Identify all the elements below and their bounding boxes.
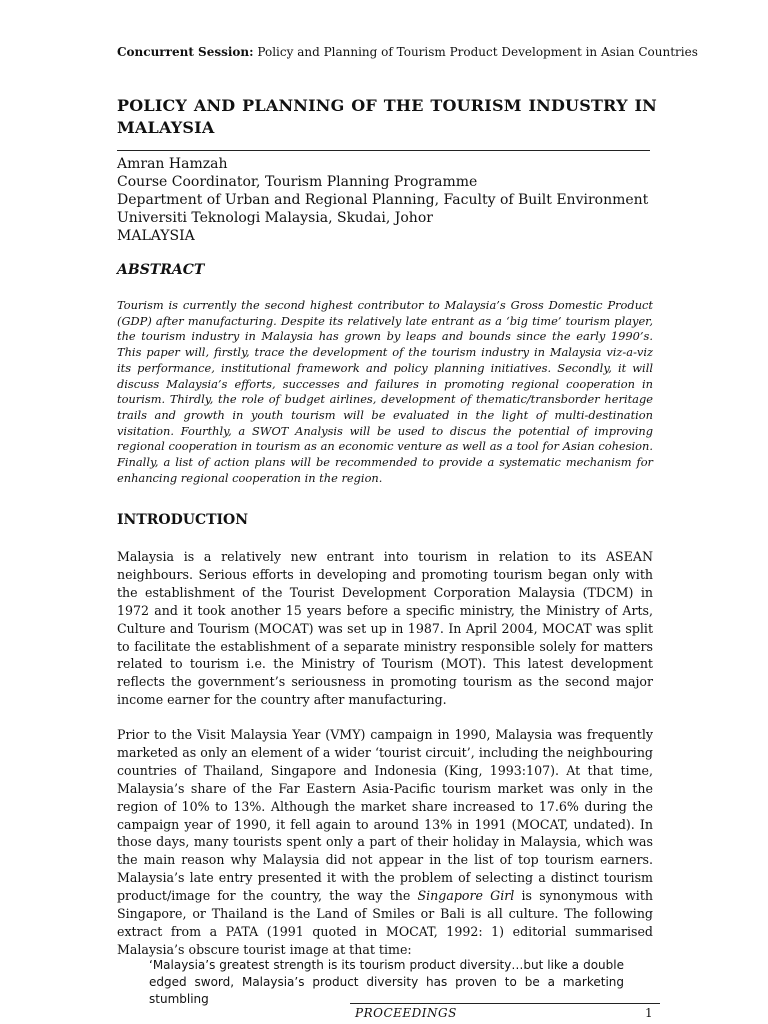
introduction-paragraph-1: Malaysia is a relatively new entrant into tourism in relation to its ASEAN neighbours. Serious efforts in developing and promoting tourism began only with the establishment of the Tourist Development Corporation Malaysia (TDCM) in 1972 and it took another 15 years before a specific ministry, the Ministry of Arts, Culture and Tourism (MOCAT) was set up in 1987. In April 2004, MOCAT was split to facilitate the establishment of a separate ministry responsible solely for matters related to tourism i.e. the Ministry of Tourism (MOT). This latest development reflects the government’s seriousness in promoting tourism as the second major income earner for the country after manufacturing.	[117, 549, 653, 708]
abstract-heading: ABSTRACT	[117, 262, 205, 278]
abstract-text: Tourism is currently the second highest contributor to Malaysia’s Gross Domestic Product (GDP) after manufacturing. Despite its relatively late entrant as a ‘big time’ tourism player, the tourism industry in Malaysia has grown by leaps and bounds since the early 1990’s. This paper will, firstly, trace the development of the tourism industry in Malaysia viz-a-viz its performance, institutional framework and policy planning initiatives. Secondly, it will discuss Malaysia’s efforts, successes and failures in promoting regional cooperation in tourism. Thirdly, the role of budget airlines, development of thematic/transborder heritage trails and growth in youth tourism will be evaluated in the light of multi-destination visitation. Fourthly, a SWOT Analysis will be used to discus the potential of improving regional cooperation in tourism as an economic venture as well as a tool for Asian cohesion. Finally, a list of action plans will be recommended to provide a systematic mechanism for enhancing regional cooperation in the region.	[117, 298, 653, 485]
paragraph-2-text-a: Prior to the Visit Malaysia Year (VMY) campaign in 1990, Malaysia was frequently marketed as only an element of a wider ‘tourist circuit’, including the neighbouring countries of Thailand, Singapore and Indonesia (King, 1993:107). At that time, Malaysia’s share of the Far Eastern Asia-Pacific tourism market was only in the region of 10% to 13%. Although the market share increased to 17.6% during the campaign year of 1990, it fell again to around 13% in 1991 (MOCAT, undated). In those days, many tourists spent only a part of their holiday in Malaysia, which was the main reason why Malaysia did not appear in the list of top tourism earners. Malaysia’s late entry presented it with the problem of selecting a distinct tourism product/image for the country, the way the	[117, 727, 653, 904]
author-name: Amran Hamzah	[117, 156, 228, 172]
title-rule	[117, 150, 650, 151]
author-role: Course Coordinator, Tourism Planning Programme	[117, 174, 478, 190]
paper-title: POLICY AND PLANNING OF THE TOURISM INDUSTRY IN MALAYSIA	[117, 96, 657, 137]
page-number: 1	[645, 1006, 653, 1020]
author-country: MALAYSIA	[117, 228, 195, 244]
block-quote: ‘Malaysia’s greatest strength is its tourism product diversity…but like a double edged sword, Malaysia’s product diversity has proven to be a marketing stumbling	[149, 958, 624, 1006]
introduction-paragraph-2	[117, 726, 653, 959]
paragraph-2-emphasis: Singapore Girl	[417, 888, 515, 904]
author-department: Department of Urban and Regional Planning, Faculty of Built Environment	[117, 192, 649, 208]
introduction-heading: INTRODUCTION	[117, 512, 249, 528]
paragraph-2-text-b: is synonymous with Singapore, or Thailand is the Land of Smiles or Bali is all culture. The following extract from a PATA (1991 quoted in MOCAT, 1992: 1) editorial summarised Malaysia’s obscure tourist image at that time:	[117, 888, 653, 957]
header-text: Policy and Planning of Tourism Product Development in Asian Countries	[253, 45, 698, 59]
author-university: Universiti Teknologi Malaysia, Skudai, Johor	[117, 210, 433, 226]
footer-rule	[350, 1003, 660, 1004]
footer-label: PROCEEDINGS	[355, 1006, 457, 1020]
header-label: Concurrent Session:	[117, 45, 254, 59]
author-block	[117, 155, 657, 245]
running-header	[117, 45, 698, 59]
